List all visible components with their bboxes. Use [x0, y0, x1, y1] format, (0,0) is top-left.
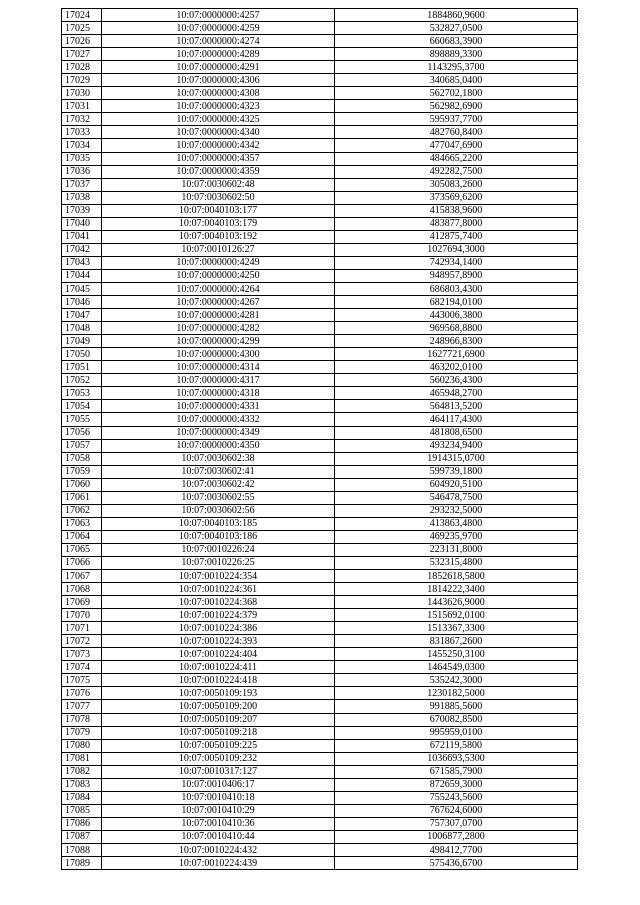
cadastral-number-cell: 10:07:0000000:4332 [102, 413, 335, 426]
value-cell: 872659,3000 [335, 778, 578, 791]
row-number-cell: 17071 [62, 622, 102, 635]
table-row [62, 282, 578, 295]
cadastral-number-cell: 10:07:0010410:36 [102, 817, 335, 830]
table-row [62, 530, 578, 543]
row-number-cell: 17063 [62, 517, 102, 530]
row-number-cell: 17068 [62, 583, 102, 596]
value-cell: 755243,5600 [335, 791, 578, 804]
table-row [62, 269, 578, 282]
table-row [62, 191, 578, 204]
cadastral-number-cell: 10:07:0000000:4308 [102, 87, 335, 100]
table-row [62, 165, 578, 178]
table-row [62, 504, 578, 517]
value-cell: 686803,4300 [335, 282, 578, 295]
table-row [62, 309, 578, 322]
value-cell: 413863,4800 [335, 517, 578, 530]
table-body [62, 9, 578, 870]
table-row [62, 413, 578, 426]
value-cell: 670082,8500 [335, 713, 578, 726]
row-number-cell: 17047 [62, 309, 102, 322]
cadastral-number-cell: 10:07:0050109:200 [102, 700, 335, 713]
table-row [62, 478, 578, 491]
cadastral-number-cell: 10:07:0000000:4331 [102, 400, 335, 413]
table-row [62, 583, 578, 596]
table-row [62, 622, 578, 635]
table-row [62, 752, 578, 765]
cadastral-number-cell: 10:07:0000000:4259 [102, 22, 335, 35]
row-number-cell: 17064 [62, 530, 102, 543]
cadastral-number-cell: 10:07:0010224:418 [102, 674, 335, 687]
table-row [62, 9, 578, 22]
value-cell: 1627721,6900 [335, 348, 578, 361]
cadastral-number-cell: 10:07:0000000:4323 [102, 100, 335, 113]
table-row [62, 439, 578, 452]
value-cell: 682194,0100 [335, 296, 578, 309]
cadastral-number-cell: 10:07:0010317:127 [102, 765, 335, 778]
value-cell: 1027694,3000 [335, 243, 578, 256]
cadastral-number-cell: 10:07:0000000:4250 [102, 269, 335, 282]
row-number-cell: 17025 [62, 22, 102, 35]
table-row [62, 426, 578, 439]
row-number-cell: 17076 [62, 687, 102, 700]
cadastral-number-cell: 10:07:0000000:4349 [102, 426, 335, 439]
row-number-cell: 17065 [62, 543, 102, 556]
cadastral-number-cell: 10:07:0000000:4325 [102, 113, 335, 126]
value-cell: 560236,4300 [335, 374, 578, 387]
table-row [62, 817, 578, 830]
table-row [62, 778, 578, 791]
cadastral-number-cell: 10:07:0010224:354 [102, 570, 335, 583]
cadastral-number-cell: 10:07:0000000:4281 [102, 309, 335, 322]
value-cell: 757307,0700 [335, 817, 578, 830]
cadastral-value-table [61, 8, 578, 870]
row-number-cell: 17027 [62, 48, 102, 61]
row-number-cell: 17056 [62, 426, 102, 439]
table-row [62, 296, 578, 309]
cadastral-number-cell: 10:07:0000000:4357 [102, 152, 335, 165]
table-row [62, 857, 578, 870]
value-cell: 464117,4300 [335, 413, 578, 426]
table-row [62, 322, 578, 335]
value-cell: 660683,3900 [335, 35, 578, 48]
table-row [62, 74, 578, 87]
row-number-cell: 17084 [62, 791, 102, 804]
table-row [62, 791, 578, 804]
cadastral-number-cell: 10:07:0030602:48 [102, 178, 335, 191]
table-row [62, 726, 578, 739]
row-number-cell: 17069 [62, 596, 102, 609]
row-number-cell: 17036 [62, 165, 102, 178]
row-number-cell: 17081 [62, 752, 102, 765]
value-cell: 293232,5000 [335, 504, 578, 517]
table-row [62, 256, 578, 269]
row-number-cell: 17054 [62, 400, 102, 413]
cadastral-number-cell: 10:07:0010226:24 [102, 543, 335, 556]
value-cell: 1036693,5300 [335, 752, 578, 765]
value-cell: 831867,2600 [335, 635, 578, 648]
table-row [62, 374, 578, 387]
value-cell: 481808,6500 [335, 426, 578, 439]
cadastral-number-cell: 10:07:0000000:4300 [102, 348, 335, 361]
table-row [62, 596, 578, 609]
cadastral-number-cell: 10:07:0010224:404 [102, 648, 335, 661]
cadastral-number-cell: 10:07:0030602:41 [102, 465, 335, 478]
table-row [62, 361, 578, 374]
cadastral-number-cell: 10:07:0050109:232 [102, 752, 335, 765]
row-number-cell: 17035 [62, 152, 102, 165]
row-number-cell: 17043 [62, 256, 102, 269]
table-row [62, 230, 578, 243]
value-cell: 1006877,2800 [335, 830, 578, 843]
cadastral-number-cell: 10:07:0010224:432 [102, 844, 335, 857]
table-row [62, 765, 578, 778]
table-row [62, 713, 578, 726]
value-cell: 493234,9400 [335, 439, 578, 452]
cadastral-number-cell: 10:07:0030602:56 [102, 504, 335, 517]
value-cell: 532827,0500 [335, 22, 578, 35]
value-cell: 671585,7900 [335, 765, 578, 778]
row-number-cell: 17061 [62, 491, 102, 504]
row-number-cell: 17030 [62, 87, 102, 100]
value-cell: 482760,8400 [335, 126, 578, 139]
table-row [62, 178, 578, 191]
cadastral-number-cell: 10:07:0010224:361 [102, 583, 335, 596]
table-row [62, 126, 578, 139]
table-row [62, 100, 578, 113]
cadastral-number-cell: 10:07:0050109:218 [102, 726, 335, 739]
table-row [62, 348, 578, 361]
value-cell: 463202,0100 [335, 361, 578, 374]
cadastral-number-cell: 10:07:0010226:25 [102, 556, 335, 569]
value-cell: 412875,7400 [335, 230, 578, 243]
value-cell: 1914315,0700 [335, 452, 578, 465]
cadastral-number-cell: 10:07:0040103:179 [102, 217, 335, 230]
row-number-cell: 17066 [62, 556, 102, 569]
value-cell: 1852618,5800 [335, 570, 578, 583]
value-cell: 1464549,0300 [335, 661, 578, 674]
value-cell: 1455250,3100 [335, 648, 578, 661]
cadastral-number-cell: 10:07:0010224:411 [102, 661, 335, 674]
row-number-cell: 17073 [62, 648, 102, 661]
cadastral-number-cell: 10:07:0000000:4289 [102, 48, 335, 61]
table-row [62, 687, 578, 700]
value-cell: 305083,2600 [335, 178, 578, 191]
cadastral-number-cell: 10:07:0010410:18 [102, 791, 335, 804]
value-cell: 1143295,3700 [335, 61, 578, 74]
table-row [62, 648, 578, 661]
cadastral-number-cell: 10:07:0010224:368 [102, 596, 335, 609]
value-cell: 465948,2700 [335, 387, 578, 400]
value-cell: 575436,6700 [335, 857, 578, 870]
row-number-cell: 17053 [62, 387, 102, 400]
row-number-cell: 17070 [62, 609, 102, 622]
row-number-cell: 17087 [62, 830, 102, 843]
value-cell: 340685,0400 [335, 74, 578, 87]
table-row [62, 387, 578, 400]
table-row [62, 556, 578, 569]
table-row [62, 635, 578, 648]
cadastral-number-cell: 10:07:0000000:4317 [102, 374, 335, 387]
row-number-cell: 17058 [62, 452, 102, 465]
table-row [62, 844, 578, 857]
cadastral-number-cell: 10:07:0000000:4257 [102, 9, 335, 22]
value-cell: 672119,5800 [335, 739, 578, 752]
value-cell: 484665,2200 [335, 152, 578, 165]
row-number-cell: 17057 [62, 439, 102, 452]
value-cell: 498412,7700 [335, 844, 578, 857]
value-cell: 483877,8000 [335, 217, 578, 230]
value-cell: 991885,5600 [335, 700, 578, 713]
table-row [62, 35, 578, 48]
table-row [62, 152, 578, 165]
cadastral-number-cell: 10:07:0000000:4291 [102, 61, 335, 74]
table-row [62, 61, 578, 74]
cadastral-number-cell: 10:07:0010410:29 [102, 804, 335, 817]
cadastral-number-cell: 10:07:0030602:50 [102, 191, 335, 204]
table-row [62, 113, 578, 126]
value-cell: 898889,3300 [335, 48, 578, 61]
row-number-cell: 17052 [62, 374, 102, 387]
cadastral-number-cell: 10:07:0050109:225 [102, 739, 335, 752]
cadastral-number-cell: 10:07:0010410:44 [102, 830, 335, 843]
table-row [62, 465, 578, 478]
row-number-cell: 17080 [62, 739, 102, 752]
value-cell: 948957,8900 [335, 269, 578, 282]
row-number-cell: 17029 [62, 74, 102, 87]
cadastral-number-cell: 10:07:0000000:4340 [102, 126, 335, 139]
table-row [62, 570, 578, 583]
row-number-cell: 17089 [62, 857, 102, 870]
row-number-cell: 17085 [62, 804, 102, 817]
cadastral-number-cell: 10:07:0030602:55 [102, 491, 335, 504]
value-cell: 1884860,9600 [335, 9, 578, 22]
row-number-cell: 17055 [62, 413, 102, 426]
value-cell: 1230182,5000 [335, 687, 578, 700]
table-row [62, 139, 578, 152]
row-number-cell: 17037 [62, 178, 102, 191]
row-number-cell: 17024 [62, 9, 102, 22]
value-cell: 742934,1400 [335, 256, 578, 269]
table-row [62, 491, 578, 504]
value-cell: 1515692,0100 [335, 609, 578, 622]
table-row [62, 452, 578, 465]
value-cell: 1443626,9000 [335, 596, 578, 609]
row-number-cell: 17050 [62, 348, 102, 361]
value-cell: 415838,9600 [335, 204, 578, 217]
row-number-cell: 17046 [62, 296, 102, 309]
table-row [62, 739, 578, 752]
value-cell: 532315,4800 [335, 556, 578, 569]
table-row [62, 204, 578, 217]
value-cell: 477047,6900 [335, 139, 578, 152]
value-cell: 469235,9700 [335, 530, 578, 543]
cadastral-number-cell: 10:07:0010406:17 [102, 778, 335, 791]
row-number-cell: 17033 [62, 126, 102, 139]
value-cell: 595937,7700 [335, 113, 578, 126]
row-number-cell: 17049 [62, 335, 102, 348]
cadastral-number-cell: 10:07:0010224:393 [102, 635, 335, 648]
row-number-cell: 17086 [62, 817, 102, 830]
row-number-cell: 17062 [62, 504, 102, 517]
cadastral-number-cell: 10:07:0010224:439 [102, 857, 335, 870]
row-number-cell: 17060 [62, 478, 102, 491]
value-cell: 604920,5100 [335, 478, 578, 491]
table-row [62, 609, 578, 622]
table-row [62, 517, 578, 530]
cadastral-number-cell: 10:07:0000000:4350 [102, 439, 335, 452]
row-number-cell: 17042 [62, 243, 102, 256]
row-number-cell: 17078 [62, 713, 102, 726]
row-number-cell: 17041 [62, 230, 102, 243]
row-number-cell: 17048 [62, 322, 102, 335]
cadastral-number-cell: 10:07:0010126:27 [102, 243, 335, 256]
cadastral-number-cell: 10:07:0000000:4274 [102, 35, 335, 48]
row-number-cell: 17045 [62, 282, 102, 295]
table-row [62, 48, 578, 61]
cadastral-number-cell: 10:07:0040103:192 [102, 230, 335, 243]
cadastral-number-cell: 10:07:0030602:38 [102, 452, 335, 465]
row-number-cell: 17044 [62, 269, 102, 282]
value-cell: 564813,5200 [335, 400, 578, 413]
row-number-cell: 17077 [62, 700, 102, 713]
cadastral-number-cell: 10:07:0040103:185 [102, 517, 335, 530]
table-row [62, 243, 578, 256]
row-number-cell: 17059 [62, 465, 102, 478]
table-row [62, 830, 578, 843]
table-row [62, 674, 578, 687]
cadastral-number-cell: 10:07:0000000:4318 [102, 387, 335, 400]
value-cell: 1814222,3400 [335, 583, 578, 596]
cadastral-number-cell: 10:07:0000000:4264 [102, 282, 335, 295]
row-number-cell: 17038 [62, 191, 102, 204]
table-row [62, 22, 578, 35]
row-number-cell: 17039 [62, 204, 102, 217]
cadastral-number-cell: 10:07:0010224:386 [102, 622, 335, 635]
cadastral-number-cell: 10:07:0040103:186 [102, 530, 335, 543]
value-cell: 373569,6200 [335, 191, 578, 204]
row-number-cell: 17074 [62, 661, 102, 674]
value-cell: 1513367,3300 [335, 622, 578, 635]
row-number-cell: 17079 [62, 726, 102, 739]
row-number-cell: 17032 [62, 113, 102, 126]
row-number-cell: 17067 [62, 570, 102, 583]
value-cell: 969568,8800 [335, 322, 578, 335]
row-number-cell: 17083 [62, 778, 102, 791]
table-row [62, 400, 578, 413]
value-cell: 443006,3800 [335, 309, 578, 322]
cadastral-number-cell: 10:07:0000000:4314 [102, 361, 335, 374]
cadastral-number-cell: 10:07:0050109:193 [102, 687, 335, 700]
table-row [62, 217, 578, 230]
table-row [62, 543, 578, 556]
cadastral-number-cell: 10:07:0040103:177 [102, 204, 335, 217]
cadastral-number-cell: 10:07:0000000:4299 [102, 335, 335, 348]
row-number-cell: 17072 [62, 635, 102, 648]
value-cell: 767624,6000 [335, 804, 578, 817]
value-cell: 492282,7500 [335, 165, 578, 178]
row-number-cell: 17088 [62, 844, 102, 857]
row-number-cell: 17051 [62, 361, 102, 374]
row-number-cell: 17031 [62, 100, 102, 113]
value-cell: 562702,1800 [335, 87, 578, 100]
cadastral-number-cell: 10:07:0000000:4249 [102, 256, 335, 269]
cadastral-number-cell: 10:07:0030602:42 [102, 478, 335, 491]
table-row [62, 661, 578, 674]
cadastral-number-cell: 10:07:0050109:207 [102, 713, 335, 726]
table-row [62, 804, 578, 817]
value-cell: 248966,8300 [335, 335, 578, 348]
value-cell: 535242,3000 [335, 674, 578, 687]
value-cell: 995959,0100 [335, 726, 578, 739]
cadastral-number-cell: 10:07:0000000:4342 [102, 139, 335, 152]
row-number-cell: 17034 [62, 139, 102, 152]
table-row [62, 335, 578, 348]
value-cell: 599739,1800 [335, 465, 578, 478]
row-number-cell: 17026 [62, 35, 102, 48]
value-cell: 546478,7500 [335, 491, 578, 504]
cadastral-number-cell: 10:07:0010224:379 [102, 609, 335, 622]
value-cell: 562982,6900 [335, 100, 578, 113]
row-number-cell: 17040 [62, 217, 102, 230]
value-cell: 223131,8000 [335, 543, 578, 556]
row-number-cell: 17082 [62, 765, 102, 778]
table-row [62, 700, 578, 713]
row-number-cell: 17028 [62, 61, 102, 74]
cadastral-number-cell: 10:07:0000000:4282 [102, 322, 335, 335]
cadastral-number-cell: 10:07:0000000:4359 [102, 165, 335, 178]
cadastral-number-cell: 10:07:0000000:4267 [102, 296, 335, 309]
row-number-cell: 17075 [62, 674, 102, 687]
table-row [62, 87, 578, 100]
cadastral-number-cell: 10:07:0000000:4306 [102, 74, 335, 87]
